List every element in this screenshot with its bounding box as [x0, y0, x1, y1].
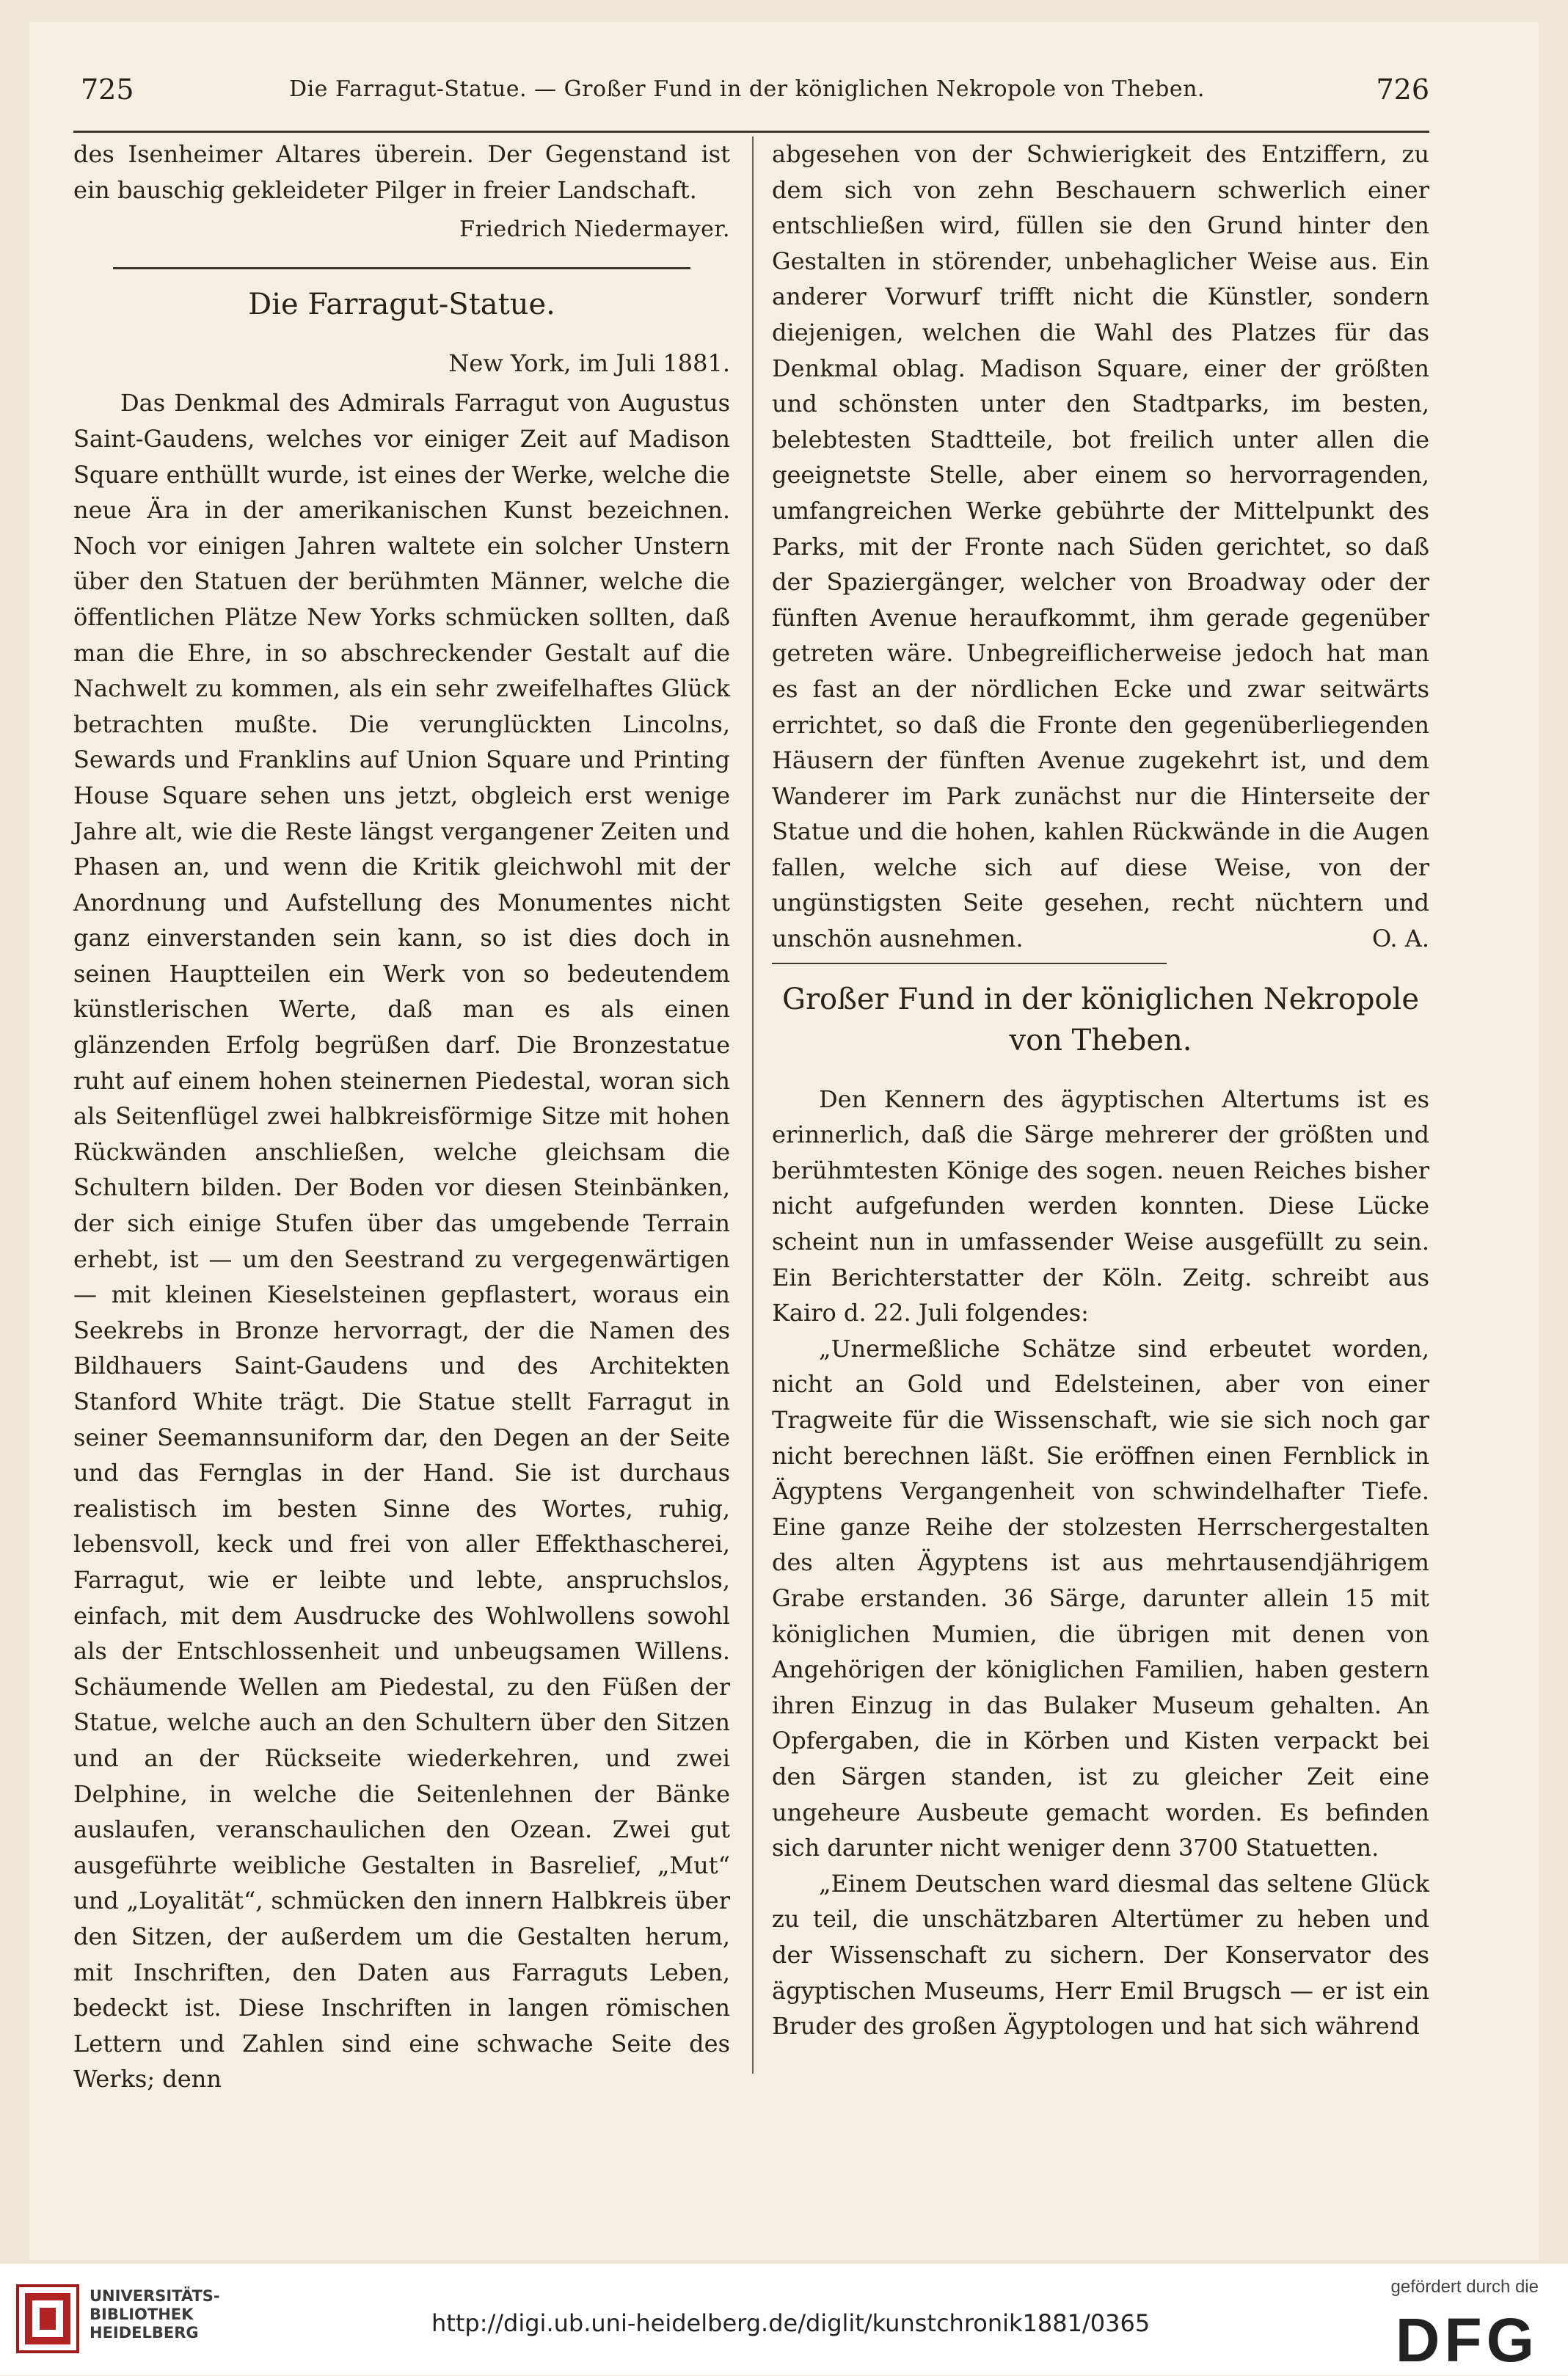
page-number-left: 725	[81, 73, 134, 106]
header-rule	[73, 131, 1429, 133]
theben-paragraph-2: „Unermeßliche Schätze sind erbeutet worden, nicht an Gold und Edelsteinen, aber von einer Tragweite für die Wissenschaft, wie sie sich noch gar nicht berechnen läßt. Sie eröffnen einen Fernblick in Ägyptens Vergangenheit von schwindelhafter Tiefe. Eine ganze Reihe der stolzesten Herrschergestalten des alten Ägyptens ist aus mehrtausendjährigem Grabe erstanden. 36 Särge, darunter allein 15 mit königlichen Mumien, die übrigen mit denen von Angehörigen der königlichen Familien, haben gestern ihren Einzug in das Bulaker Museum gehalten. An Opfergaben, die in Körben und Kisten verpackt bei den Särgen standen, ist zu gleicher Zeit eine ungeheure Ausbeute gemacht worden. Es befinden sich darunter nicht weniger denn 3700 Statuetten.	[772, 1334, 1429, 1862]
theben-paragraph-1: Den Kennern des ägyptischen Altertums ist es erinnerlich, daß die Särge mehrerer der größten und berühmtesten Könige des sogen. neuen Reiches bisher nicht aufgefunden werden konnten. Diese Lücke scheint nun in umfassender Weise ausgefüllt zu sein. Ein Berichterstatter der Köln. Zeitg. schreibt aus Kairo d. 22. Juli folgendes:	[772, 1085, 1429, 1327]
right-column	[772, 136, 1429, 2044]
section-rule	[113, 267, 691, 269]
library-seal-icon	[15, 2278, 81, 2359]
author-signature: Friedrich Niedermayer.	[459, 216, 730, 243]
permalink-url[interactable]: http://digi.ub.uni-heidelberg.de/diglit/kunstchronik1881/0365	[431, 2309, 1151, 2337]
section-rule	[772, 963, 1167, 964]
article-title-farragut: Die Farragut-Statue.	[248, 287, 555, 321]
column-divider	[752, 136, 754, 2074]
library-name-line2: BIBLIOTHEK	[90, 2306, 194, 2323]
author-initials: O. A.	[1372, 925, 1429, 953]
library-logo	[15, 2278, 257, 2359]
intro-paragraph: des Isenheimer Altares überein. Der Gegenstand ist ein bauschig gekleideter Pilger in freier Landschaft.	[73, 140, 730, 204]
dateline: New York, im Juli 1881.	[448, 349, 730, 377]
library-name	[90, 2287, 220, 2342]
page-header	[50, 68, 1429, 112]
article-body-farragut: Das Denkmal des Admirals Farragut von Augustus Saint-Gaudens, welches vor einiger Zeit auf Madison Square enthüllt wurde, ist eines der Werke, welche die neue Ära in der amerikanischen Kunst bezeichnen. Noch vor einigen Jahren waltete ein solcher Unstern über den Statuen der berühmten Männer, welche die öffentlichen Plätze New Yorks schmücken sollten, daß man die Ehre, in so abschreckender Gestalt auf die Nachwelt zu kommen, als ein sehr zweifelhaftes Glück betrachten mußte. Die verunglückten Lincolns, Sewards und Franklins auf Union Square und Printing House Square sehen uns jetzt, obgleich erst wenige Jahre alt, wie die Reste längst vergangener Zeiten und Phasen an, und wenn die Kritik gleichwohl mit der Anordnung und Aufstellung des Monumentes nicht ganz einverstanden sein kann, so ist dies doch in seinen Hauptteilen ein Werk von so bedeutendem künstlerischen Werte, daß man es als einen glänzenden Erfolg begrüßen darf. Die Bronzestatue ruht auf einem hohen steinernen Piedestal, woran sich als Seitenflügel zwei halbkreisförmige Sitze mit hohen Rückwänden anschließen, welche gleichsam die Schultern bilden. Der Boden vor diesen Steinbänken, der sich einige Stufen über das umgebende Terrain erhebt, ist — um den Seestrand zu vergegenwärtigen — mit kleinen Kieselsteinen gepflastert, woraus ein Seekrebs in Bronze hervorragt, der die Namen des Bildhauers Saint-Gaudens und des Architekten Stanford White trägt. Die Statue stellt Farragut in seiner Seemannsuniform dar, den Degen an der Seite und das Fernglas in der Hand. Sie ist durchaus realistisch im besten Sinne des Wortes, ruhig, lebensvoll, keck und frei von aller Effekthascherei, Farragut, wie er leibte und lebte, anspruchslos, einfach, mit dem Ausdrucke des Wohlwollens sowohl als der Entschlossenheit und unbeugsamen Willens. Schäumende Wellen am Piedestal, zu den Füßen der Statue, welche auch an den Schultern über den Sitzen und an der Rückseite wiederkehren, und zwei Delphine, in welche die Seitenlehnen der Bänke auslaufen, veranschaulichen den Ozean. Zwei gut ausgeführte weibliche Gestalten in Basrelief, „Mut“ und „Loyalität“, schmücken den innern Halbkreis über den Sitzen, der außerdem um die Gestalten herum, mit Inschriften, den Daten aus Farraguts Leben, bedeckt ist. Diese Inschriften in langen römischen Lettern und Zahlen sind eine schwache Seite des Werks; denn	[73, 389, 730, 2093]
library-name-line1: UNIVERSITÄTS-	[90, 2287, 220, 2305]
library-name-line3: HEIDELBERG	[90, 2324, 199, 2342]
running-title: Die Farragut-Statue. — Großer Fund in der königlichen Nekropole von Theben.	[289, 76, 1205, 102]
funding-label: gefördert durch die	[1390, 2277, 1539, 2297]
continuation-text: abgesehen von der Schwierigkeit des Entziffern, zu dem sich von zehn Beschauern schwerlich einer entschließen wird, füllen sie den Grund hinter den Gestalten in störender, unbehaglicher Weise aus. Ein anderer Vorwurf trifft nicht die Künstler, sondern diejenigen, welchen die Wahl des Platzes für das Denkmal oblag. Madison Square, einer der größten und schönsten unter den Stadtparks, im besten, belebtesten Stadtteile, bot freilich unter allen die geeignetste Stelle, aber einem so hervorragenden, umfangreichen Werke gebührte der Mittelpunkt des Parks, mit der Fronte nach Süden gerichtet, so daß der Spaziergänger, welcher von Broadway oder der fünften Avenue heraufkommt, ihm gerade gegenüber getreten wäre. Unbegreiflicherweise jedoch hat man es fast an der nördlichen Ecke und zwar seitwärts errichtet, so daß die Fronte den gegenüberliegenden Häusern der fünften Avenue zugekehrt ist, und dem Wanderer im Park zunächst nur die Hinterseite der Statue und die hohen, kahlen Rückwände in die Augen fallen, welche sich auf diese Weise, von der ungünstigsten Seite gesehen, recht nüchtern und unschön ausnehmen.	[772, 140, 1429, 953]
digitization-footer	[0, 2264, 1568, 2375]
dfg-logo	[1370, 2273, 1539, 2375]
left-column	[73, 136, 730, 2097]
article-title-theben: Großer Fund in der königlichen Nekropole von Theben.	[781, 982, 1419, 1057]
continuation-paragraph	[772, 136, 1429, 957]
page-number-right: 726	[1376, 73, 1429, 106]
funder-name: DFG	[1395, 2306, 1539, 2375]
theben-paragraph-3: „Einem Deutschen ward diesmal das seltene Glück zu teil, die unschätzbaren Altertümer zu heben und der Wissenschaft zu sichern. Der Konservator des ägyptischen Museums, Herr Emil Brugsch — er ist ein Bruder des großen Ägyptologen und hat sich während	[772, 1869, 1429, 2041]
